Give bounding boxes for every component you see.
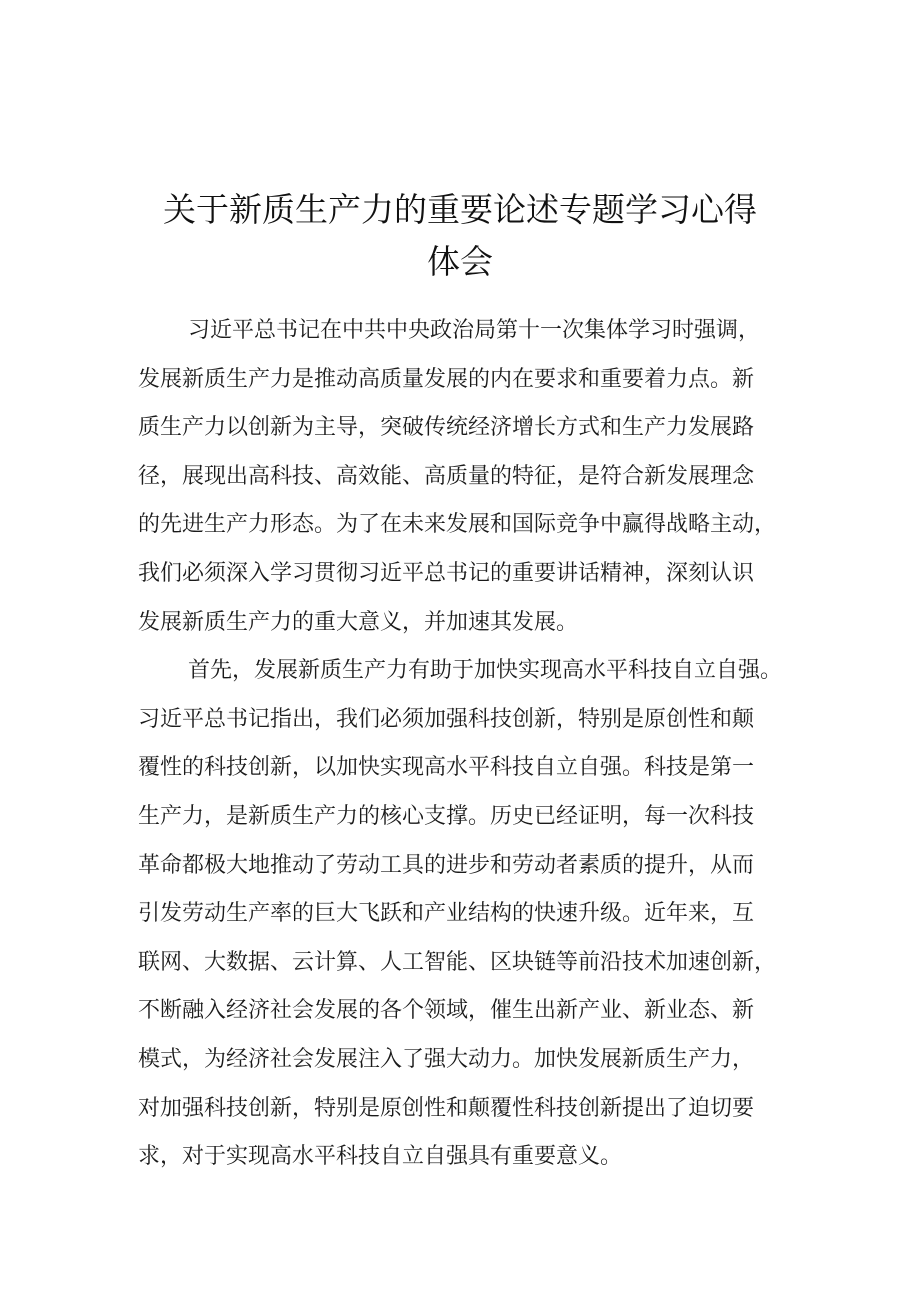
paragraph-line: 径，展现出高科技、高效能、高质量的特征，是符合新发展理念	[138, 463, 755, 489]
paragraph-line: 对加强科技创新，特别是原创性和颠覆性科技创新提出了迫切要	[138, 1095, 755, 1121]
paragraph-line: 模式，为经济社会发展注入了强大动力。加快发展新质生产力，	[138, 1046, 755, 1072]
title-line-1: 关于新质生产力的重要论述专题学习心得	[163, 190, 757, 230]
paragraph-line: 质生产力以创新为主导，突破传统经济增长方式和生产力发展路	[138, 415, 755, 441]
paragraph-line: 引发劳动生产率的巨大飞跃和产业结构的快速升级。近年来，互	[138, 901, 755, 927]
paragraph-line: 求，对于实现高水平科技自立自强具有重要意义。	[138, 1144, 623, 1170]
paragraph-line: 的先进生产力形态。为了在未来发展和国际竞争中赢得战略主动，	[138, 512, 777, 538]
paragraph-1	[138, 307, 798, 647]
paragraph-line: 覆性的科技创新，以加快实现高水平科技自立自强。科技是第一	[138, 755, 755, 781]
document-body	[138, 307, 798, 1182]
paragraph-line: 我们必须深入学习贯彻习近平总书记的重要讲话精神，深刻认识	[138, 560, 755, 586]
paragraph-line: 首先，发展新质生产力有助于加快实现高水平科技自立自强。	[188, 658, 783, 684]
title-line-2: 体会	[427, 242, 493, 282]
paragraph-line: 不断融入经济社会发展的各个领域，催生出新产业、新业态、新	[138, 998, 755, 1024]
paragraph-line: 革命都极大地推动了劳动工具的进步和劳动者素质的提升，从而	[138, 852, 755, 878]
paragraph-line: 联网、大数据、云计算、人工智能、区块链等前沿技术加速创新，	[138, 949, 777, 975]
paragraph-line: 习近平总书记指出，我们必须加强科技创新，特别是原创性和颠	[138, 706, 755, 732]
paragraph-line: 发展新质生产力是推动高质量发展的内在要求和重要着力点。新	[138, 366, 755, 392]
paragraph-line: 生产力，是新质生产力的核心支撑。历史已经证明，每一次科技	[138, 803, 755, 829]
paragraph-2	[138, 647, 798, 1182]
paragraph-line: 习近平总书记在中共中央政治局第十一次集体学习时强调，	[188, 318, 761, 343]
paragraph-line: 发展新质生产力的重大意义，并加速其发展。	[138, 609, 579, 635]
document-title	[130, 184, 790, 288]
